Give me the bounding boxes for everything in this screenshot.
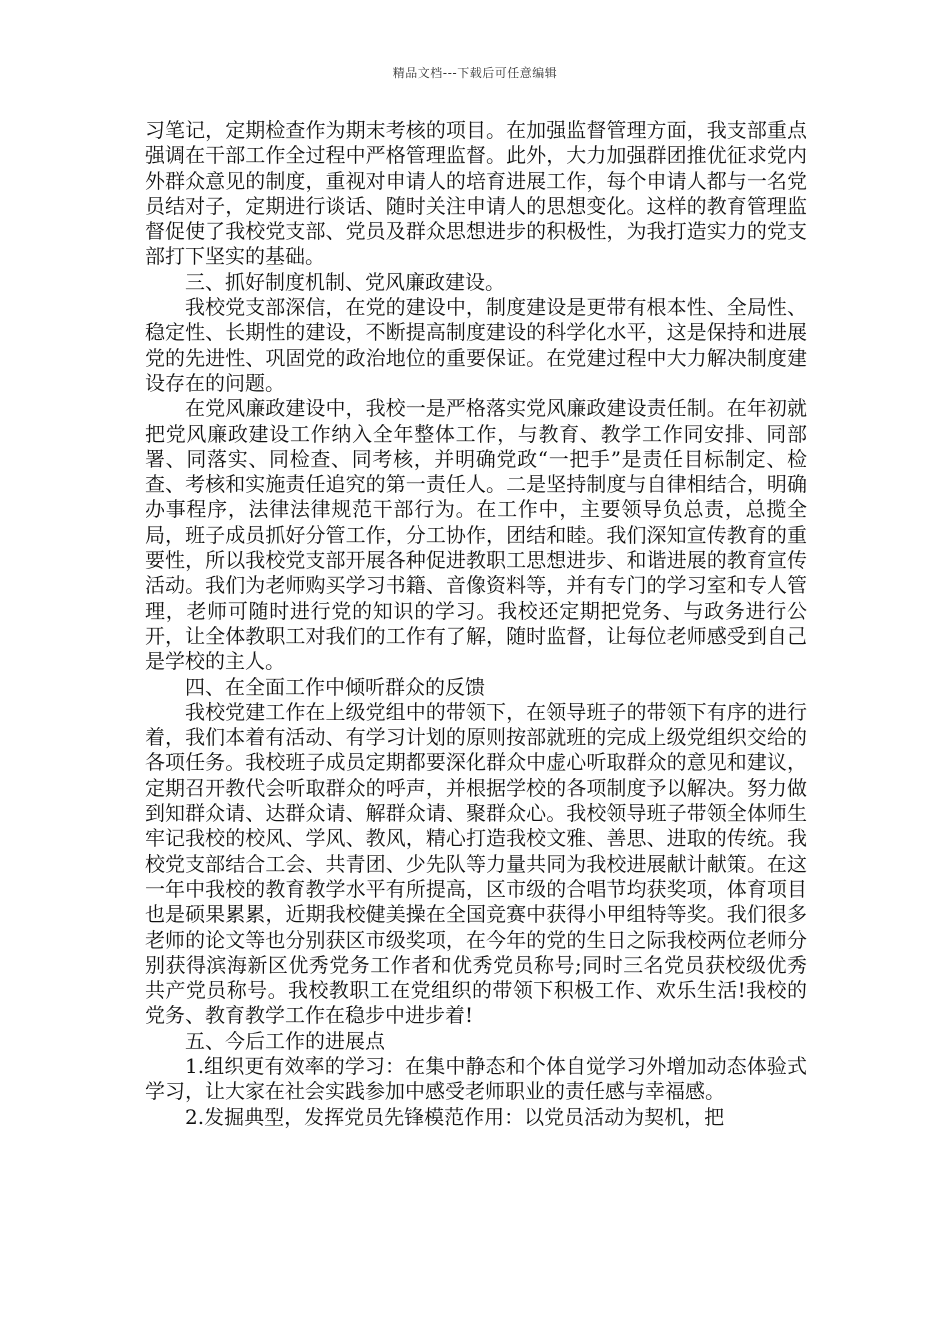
section-heading: 四、在全面工作中倾听群众的反馈 [185, 674, 485, 699]
paragraph: 习笔记，定期检查作为期末考核的项目。在加强监督管理方面，我支部重点强调在干部工作全过程中严格管理监督。此外，大力加强群团推优征求党内外群众意见的制度，重视对申请人的培育进展工作，每个申请人都与一名党员结对子，定期进行谈话、随时关注申请人的思想变化。这样的教育管理监督促使了我校党支部、党员及群众思想进步的积极性，为我打造实力的党支部打下坚实的基础。 [145, 118, 807, 269]
page-header: 精品文档---下载后可任意编辑 [392, 66, 558, 80]
paragraph: 在党风廉政建设中，我校一是严格落实党风廉政建设责任制。在年初就把党风廉政建设工作纳入全年整体工作，与教育、教学工作同安排、同部署、同落实、同检查、同考核，并明确党政“一把手”是责任目标制定、检查、考核和实施责任追究的第一责任人。二是坚持制度与自律相结合，明确办事程序，法律法律规范干部行为。在工作中，主要领导负总责，总揽全局，班子成员抓好分管工作，分工协作，团结和睦。我们深知宣传教育的重要性，所以我校党支部开展各种促进教职工思想进步、和谐进展的教育宣传活动。我们为老师购买学习书籍、音像资料等，并有专门的学习室和专人管理，老师可随时进行党的知识的学习。我校还定期把党务、与政务进行公开，让全体教职工对我们的工作有了解，随时监督，让每位老师感受到自己是学校的主人。 [145, 396, 807, 674]
list-item: 1.组织更有效率的学习：在集中静态和个体自觉学习外增加动态体验式学习，让大家在社会实践参加中感受老师职业的责任感与幸福感。 [145, 1053, 807, 1104]
paragraph: 我校党建工作在上级党组中的带领下，在领导班子的带领下有序的进行着，我们本着有活动、有学习计划的原则按部就班的完成上级党组织交给的各项任务。我校班子成员定期都要深化群众中虚心听取群众的意见和建议，定期召开教代会听取群众的呼声，并根据学校的各项制度予以解决。努力做到知群众请、达群众请、解群众请、聚群众心。我校领导班子带领全体师生牢记我校的校风、学风、教风，精心打造我校文雅、善思、进取的传统。我校党支部结合工会、共青团、少先队等力量共同为我校进展献计献策。在这一年中我校的教育教学水平有所提高，区市级的合唱节均获奖项，体育项目也是硕果累累，近期我校健美操在全国竞赛中获得小甲组特等奖。我们很多老师的论文等也分别获区市级奖项，在今年的党的生日之际我校两位老师分别获得滨海新区优秀党务工作者和优秀党员称号;同时三名党员获校级优秀共产党员称号。我校教职工在党组织的带领下积极工作、欢乐生活!我校的党务、教育教学工作在稳步中进步着! [145, 699, 807, 1028]
paragraph: 我校党支部深信，在党的建设中，制度建设是更带有根本性、全局性、稳定性、长期性的建设，不断提高制度建设的科学化水平，这是保持和进展党的先进性、巩固党的政治地位的重要保证。在党建过程中大力解决制度建设存在的问题。 [145, 295, 807, 395]
document-body [145, 118, 807, 1130]
section-heading: 三、抓好制度机制、党风廉政建设。 [185, 269, 505, 294]
section-heading: 五、今后工作的进展点 [185, 1028, 385, 1053]
list-item: 2.发掘典型，发挥党员先锋模范作用：以党员活动为契机，把 [185, 1104, 725, 1129]
